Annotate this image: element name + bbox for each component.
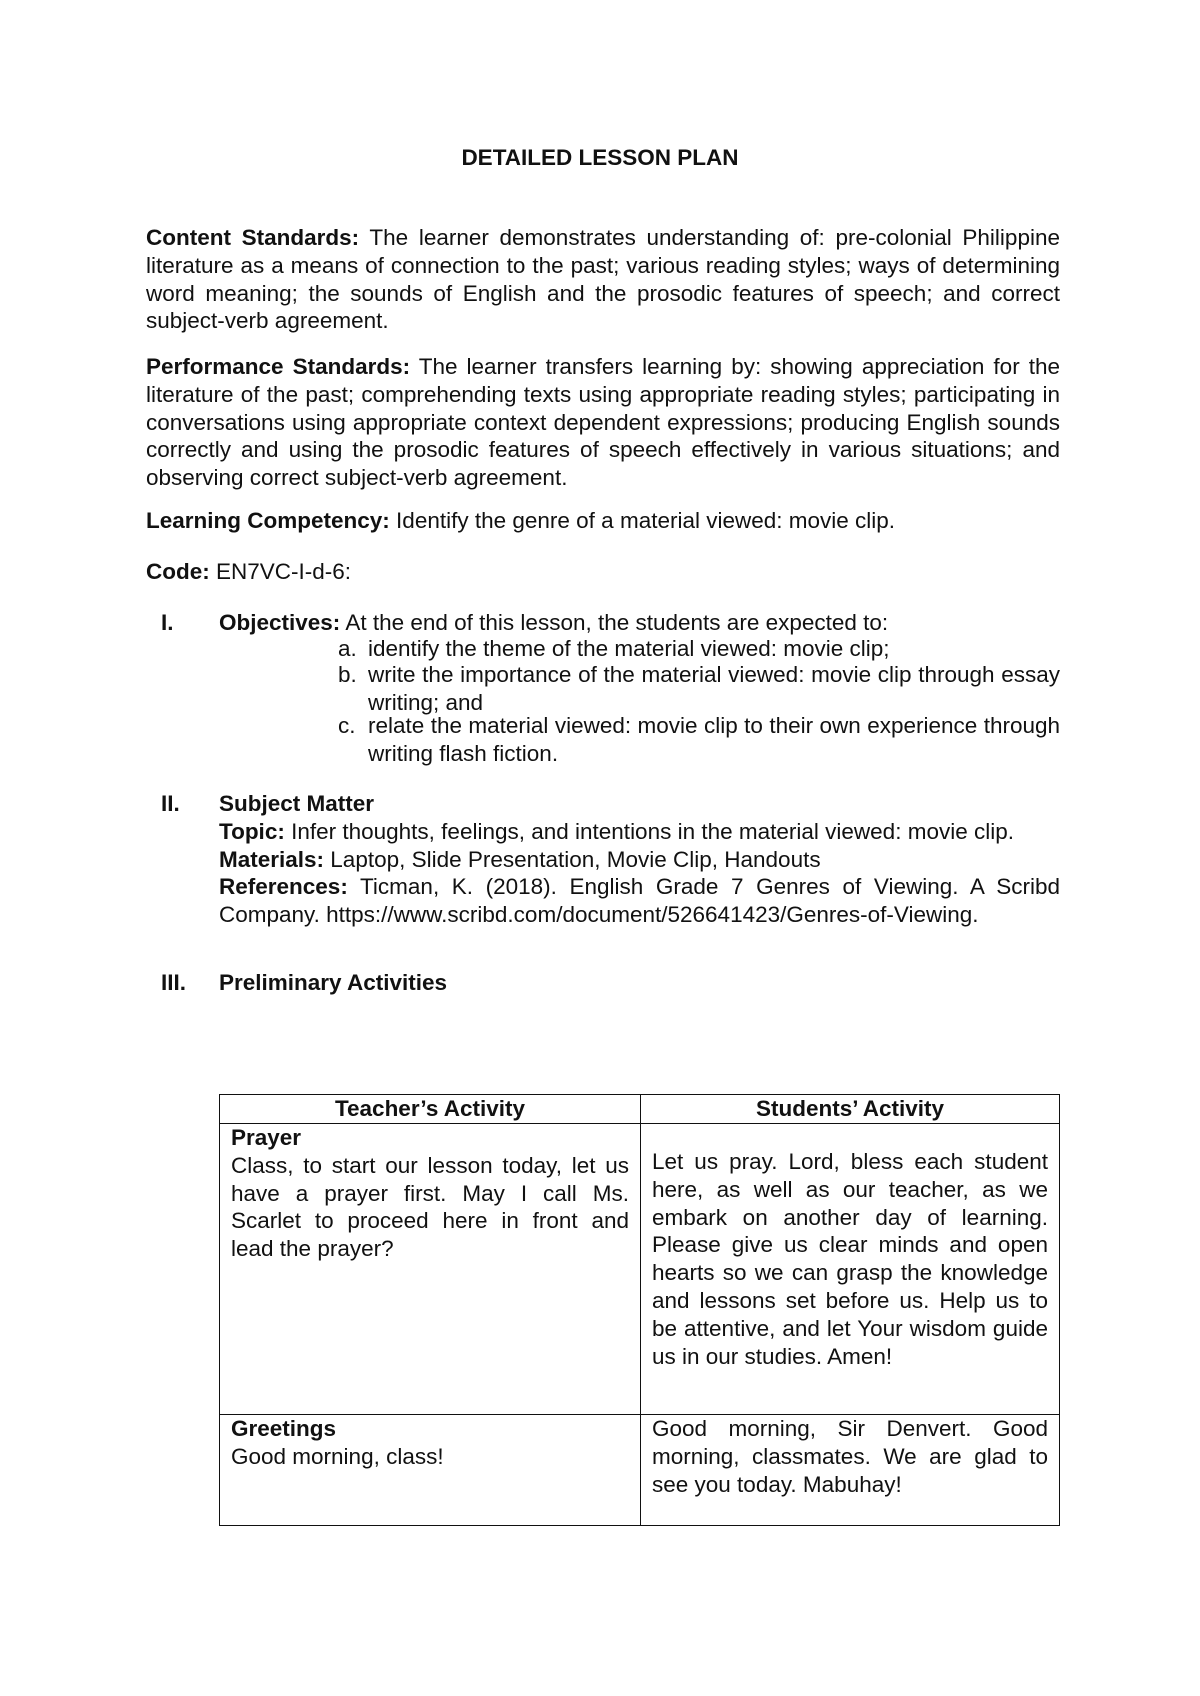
objective-text: write the importance of the material viewed: movie clip through essay writing; and (368, 662, 1060, 715)
code-label: Code: (146, 559, 210, 584)
objective-item (338, 661, 1060, 717)
section-2-numeral: II. (161, 791, 180, 816)
materials-line (219, 846, 1060, 874)
objective-marker: b. (338, 662, 357, 687)
topic-line (219, 818, 1060, 846)
table-row (220, 1124, 1060, 1415)
student-cell (641, 1124, 1060, 1415)
objectives-text: At the end of this lesson, the students are expected to: (340, 610, 889, 635)
content-standards-label: Content Standards: (146, 225, 360, 250)
references-text: Ticman, K. (2018). English Grade 7 Genres of Viewing. A Scribd Company. https://www.scribd.com/document/526641423/Genres-of-Viewing. (219, 874, 1060, 928)
objective-marker: a. (338, 636, 357, 661)
performance-standards (146, 353, 1060, 492)
topic-label: Topic: (219, 818, 285, 844)
table-row (220, 1415, 1060, 1526)
teacher-activity-header: Teacher’s Activity (220, 1095, 641, 1124)
objective-text: identify the theme of the material viewed: movie clip; (368, 636, 890, 661)
materials-text: Laptop, Slide Presentation, Movie Clip, Handouts (324, 846, 821, 872)
section-1-numeral: I. (161, 610, 174, 635)
student-text: Good morning, Sir Denvert. Good morning, classmates. We are glad to see you today. Mabuhay! (652, 1416, 1048, 1497)
preliminary-activities-heading: Preliminary Activities (219, 970, 448, 995)
teacher-text: Class, to start our lesson today, let us have a prayer first. May I call Ms. Scarlet to proceed here in front and lead the prayer? (231, 1152, 629, 1262)
content-standards (146, 224, 1060, 335)
topic-text: Infer thoughts, feelings, and intentions in the material viewed: movie clip. (284, 818, 1014, 844)
materials-label: Materials: (219, 846, 325, 872)
student-cell (641, 1415, 1060, 1526)
section-3-numeral: III. (161, 970, 187, 995)
references-label: References: (219, 874, 348, 900)
activity-title: Greetings (231, 1416, 337, 1441)
objective-item (338, 635, 1060, 663)
teacher-cell (220, 1124, 641, 1415)
teacher-text: Good morning, class! (231, 1443, 444, 1469)
activity-title: Prayer (231, 1125, 302, 1150)
objective-marker: c. (338, 713, 356, 738)
performance-standards-text: The learner transfers learning by: showing appreciation for the literature of the past; comprehending texts using appropriate reading styles; participating in conversations using appropriate context dependent expressions; producing English sounds correctly and using the prosodic features of speech effectively in various situations; and observing correct subject-verb agreement. (146, 354, 1060, 491)
teacher-cell (220, 1415, 641, 1526)
learning-competency-label: Learning Competency: (146, 508, 390, 533)
objective-text: relate the material viewed: movie clip to their own experience through writing flash fiction. (368, 713, 1060, 766)
students-activity-header: Students’ Activity (641, 1095, 1060, 1124)
objective-item (338, 712, 1060, 768)
objectives-label: Objectives: (219, 610, 341, 635)
activities-table (219, 1094, 1060, 1526)
student-text: Let us pray. Lord, bless each student here, as well as our teacher, as we embark on another day of learning. Please give us clear minds and open hearts so we can grasp the knowledge and lessons set before us. Help us to be attentive, and let Your wisdom guide us in our studies. Amen! (652, 1149, 1048, 1369)
table-header-row (220, 1095, 1060, 1124)
content-standards-text: The learner demonstrates understanding of: pre-colonial Philippine literature as a means of connection to the past; various reading styles; ways of determining word meaning; the sounds of English and the prosodic features of speech; and correct subject-verb agreement. (146, 225, 1060, 334)
learning-competency (146, 507, 1060, 535)
objectives-intro (219, 609, 1060, 637)
subject-matter-heading: Subject Matter (219, 791, 375, 816)
performance-standards-label: Performance Standards: (146, 354, 411, 379)
page-title: DETAILED LESSON PLAN (461, 145, 739, 170)
learning-competency-text: Identify the genre of a material viewed: movie clip. (389, 508, 896, 533)
code-line (146, 558, 1060, 586)
code-text: EN7VC-I-d-6: (209, 559, 352, 584)
subject-matter (219, 790, 1060, 929)
references-line (219, 873, 1060, 929)
